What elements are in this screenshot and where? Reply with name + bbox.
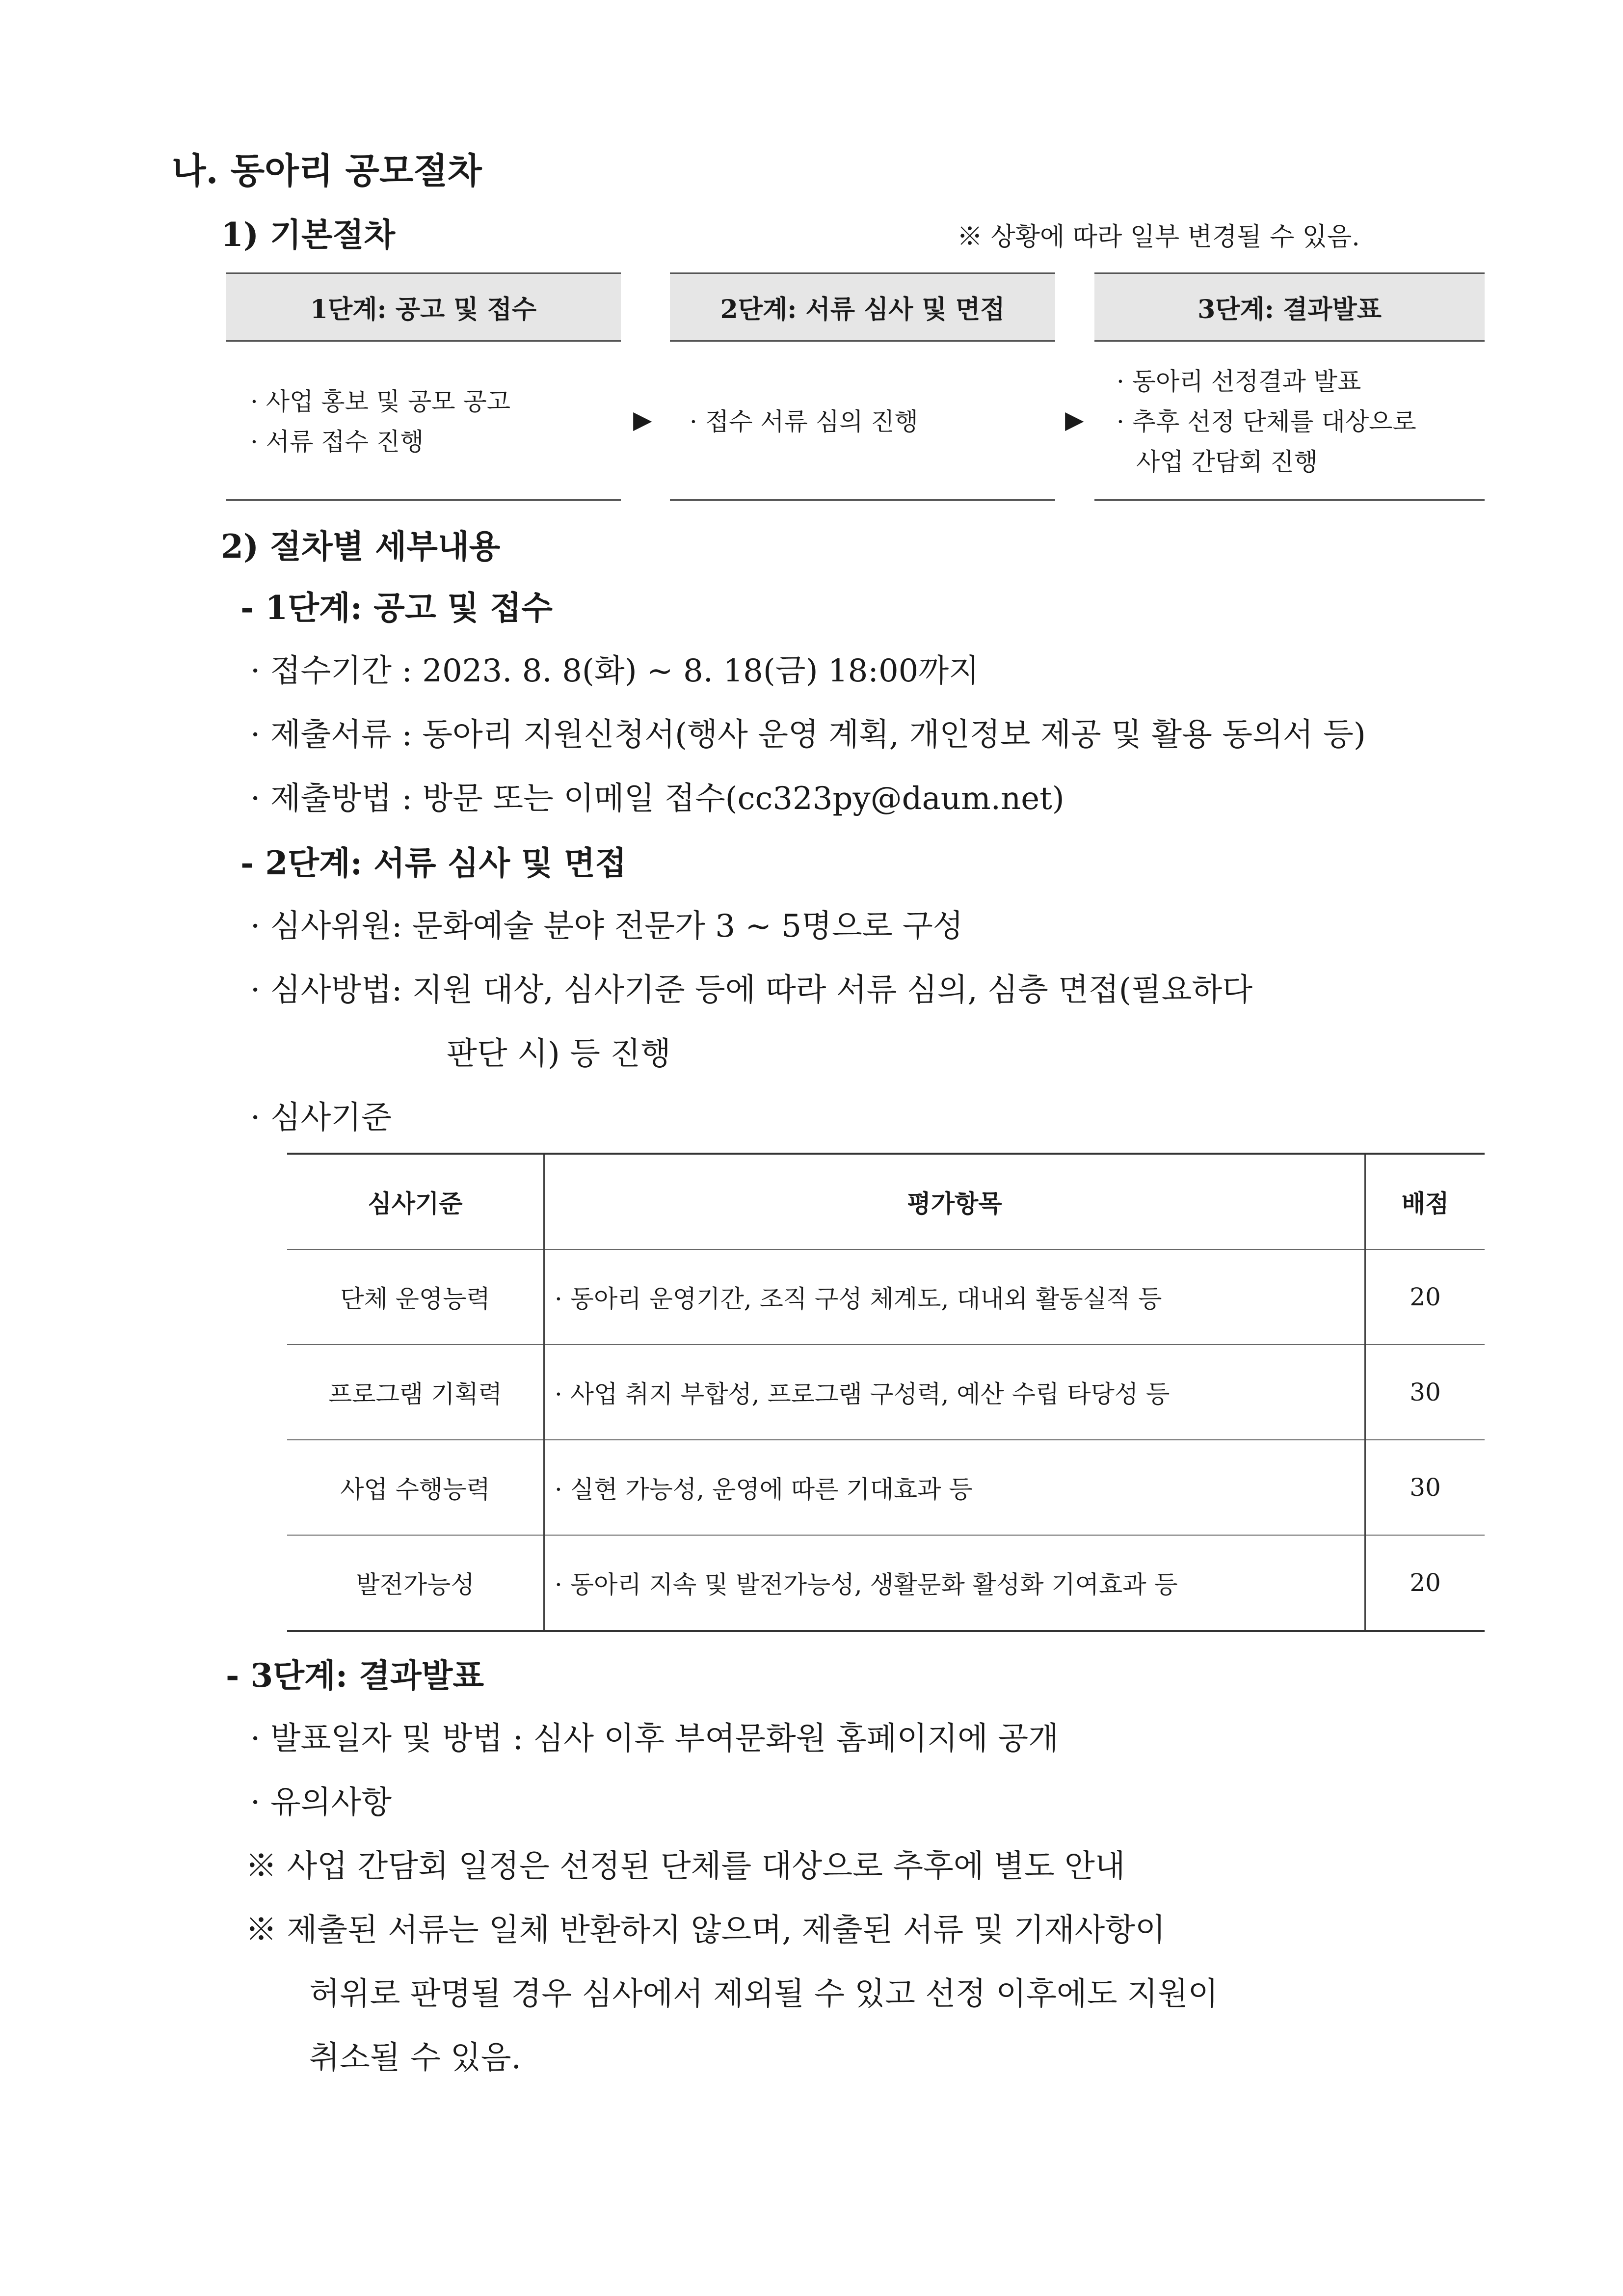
stage2-judges: · 심사위원: 문화예술 분야 전문가 3 ~ 5명으로 구성	[250, 908, 963, 945]
stage2-criteria-label: · 심사기준	[250, 1100, 392, 1136]
stage3-note: ※ 사업 간담회 일정은 선정된 단체를 대상으로 추후에 별도 안내	[245, 1848, 1125, 1885]
change-note: ※ 상황에 따라 일부 변경될 수 있음.	[957, 222, 1360, 252]
step1-header: 1단계: 공고 및 접수	[226, 272, 621, 342]
score-cell: 30	[1365, 1440, 1485, 1535]
arrow-right-icon: ▶	[1065, 405, 1084, 434]
detail-title: 2) 절차별 세부내용	[221, 527, 501, 566]
table-header: 평가항목	[544, 1154, 1365, 1249]
table-row	[287, 1440, 1485, 1535]
evaluation-cell: · 동아리 지속 및 발전가능성, 생활문화 활성화 기여효과 등	[544, 1535, 1365, 1631]
stage2-method: · 심사방법: 지원 대상, 심사기준 등에 따라 서류 심의, 심층 면접(필요하다	[250, 972, 1253, 1008]
criteria-cell: 사업 수행능력	[287, 1440, 544, 1535]
evaluation-cell: · 사업 취지 부합성, 프로그램 구성력, 예산 수립 타당성 등	[544, 1345, 1365, 1440]
step3-line: 사업 간담회 진행	[1136, 447, 1318, 476]
step1-line: · 사업 홍보 및 공모 공고	[250, 387, 511, 416]
step3-line: · 동아리 선정결과 발표	[1117, 367, 1361, 396]
table-header: 심사기준	[287, 1154, 544, 1249]
step2-body	[670, 344, 1055, 501]
evaluation-cell: · 동아리 운영기간, 조직 구성 체계도, 대내외 활동실적 등	[544, 1249, 1365, 1345]
table-row	[287, 1345, 1485, 1440]
stage1-documents: · 제출서류 : 동아리 지원신청서(행사 운영 계획, 개인정보 제공 및 활용 동의서 등)	[250, 717, 1366, 753]
arrow-right-icon: ▶	[633, 405, 652, 434]
criteria-cell: 단체 운영능력	[287, 1249, 544, 1345]
stage3-note-cont: 허위로 판명될 경우 심사에서 제외될 수 있고 선정 이후에도 지원이	[309, 1976, 1219, 2012]
stage3-notice-label: · 유의사항	[250, 1784, 392, 1821]
table-row	[287, 1249, 1485, 1345]
step3-header: 3단계: 결과발표	[1094, 272, 1485, 342]
section-title: 나. 동아리 공모절차	[172, 150, 482, 191]
step3-body	[1094, 344, 1485, 501]
table-row	[287, 1535, 1485, 1631]
criteria-cell: 발전가능성	[287, 1535, 544, 1631]
stage3-note: ※ 제출된 서류는 일체 반환하지 않으며, 제출된 서류 및 기재사항이	[245, 1912, 1166, 1948]
stage1-period: · 접수기간 : 2023. 8. 8(화) ~ 8. 18(금) 18:00까지	[250, 653, 980, 689]
stage3-title: - 3단계: 결과발표	[226, 1656, 484, 1695]
stage1-method: · 제출방법 : 방문 또는 이메일 접수(cc323py@daum.net)	[250, 781, 1064, 817]
score-cell: 20	[1365, 1535, 1485, 1631]
step3-line: · 추후 선정 단체를 대상으로	[1117, 407, 1416, 436]
stage2-method-cont: 판단 시) 등 진행	[447, 1036, 671, 1072]
criteria-cell: 프로그램 기획력	[287, 1345, 544, 1440]
stage3-note-cont: 취소될 수 있음.	[309, 2040, 521, 2076]
stage2-title: - 2단계: 서류 심사 및 면접	[240, 844, 627, 882]
table-header-row	[287, 1154, 1485, 1249]
step1-body	[226, 344, 621, 501]
step2-header: 2단계: 서류 심사 및 면접	[670, 272, 1055, 342]
score-cell: 30	[1365, 1345, 1485, 1440]
table-header: 배점	[1365, 1154, 1485, 1249]
criteria-table	[287, 1153, 1485, 1632]
stage1-title: - 1단계: 공고 및 접수	[240, 589, 553, 627]
score-cell: 20	[1365, 1249, 1485, 1345]
evaluation-cell: · 실현 가능성, 운영에 따른 기대효과 등	[544, 1440, 1365, 1535]
step1-line: · 서류 접수 진행	[250, 427, 424, 456]
step2-line: · 접수 서류 심의 진행	[690, 407, 918, 436]
stage3-announcement: · 발표일자 및 방법 : 심사 이후 부여문화원 홈페이지에 공개	[250, 1721, 1059, 1757]
basic-procedure-title: 1) 기본절차	[221, 216, 396, 254]
